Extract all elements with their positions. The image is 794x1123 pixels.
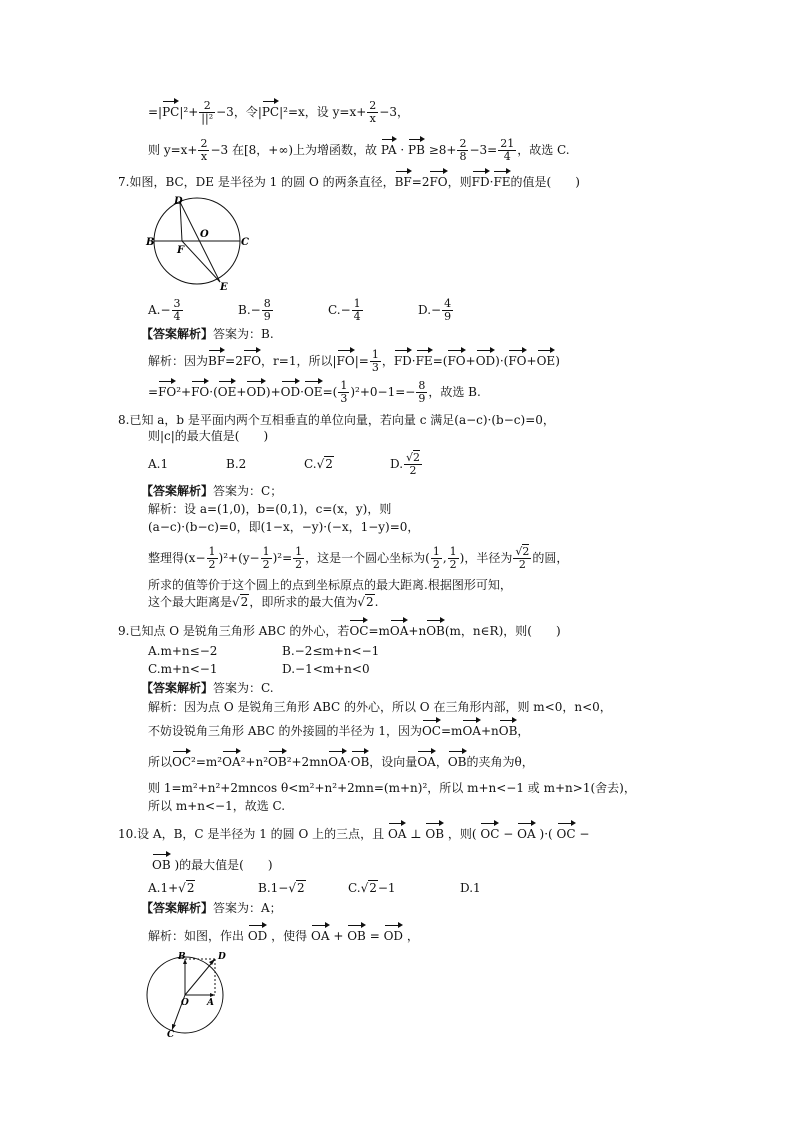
option-b: B.2 xyxy=(226,457,247,471)
vector-fo: FO xyxy=(429,168,447,188)
label-f: F xyxy=(177,245,185,256)
fraction: $\frac{2}{x}$ xyxy=(200,137,208,163)
fraction: $\frac{2}{x}$ xyxy=(369,99,377,125)
q8-solution-1: 解析：设 a=(1,0)，b=(0,1)，c=(x，y)，则 xyxy=(148,502,392,516)
q9-solution-5: 所以 m+n<−1，故选 C. xyxy=(148,799,286,813)
vector-pc: PC xyxy=(162,98,179,118)
q9-options-row-2 xyxy=(148,661,370,677)
option-a: A.1 xyxy=(148,457,169,471)
vector-fe: FE xyxy=(493,168,510,188)
q10-stem-1: 10.设 A，B，C 是半径为 1 的圆 O 上的三点，且 OA ⊥ OB ，则( OC − OA )·( OC − xyxy=(118,820,589,842)
option-a: A.m+n≤−2 xyxy=(148,644,218,658)
q9-solution-4: 则 1=m²+n²+2mncos θ<m²+n²+2mn=(m+n)²，所以 m+n<−1 或 m+n>1(舍去)， xyxy=(148,781,636,795)
option-d: D.−1<m+n<0 xyxy=(282,662,370,676)
q9-solution-2: 不妨设锐角三角形 ABC 的外接圆的半径为 1，因为OC=mOA+nOB， xyxy=(148,717,529,739)
q10-circle-figure xyxy=(145,947,235,1039)
option-b: B.−2≤m+n<−1 xyxy=(282,644,380,658)
option-b: B.− $\frac{8}{9}$ xyxy=(238,297,271,323)
option-b: B.1−√2 xyxy=(258,881,305,895)
q7-solution-2: =FO²+FO·(OE+OD)+OD·OE=( $\frac{1}{3}$ )²+0−1=− $\frac{8}{9}$ ，故选 B. xyxy=(148,379,481,405)
q8-solution-5: 这个最大距离是√2，即所求的最大值为√2. xyxy=(148,595,379,609)
label-b: B xyxy=(146,237,155,248)
label-a: A xyxy=(207,998,214,1008)
option-a: A.1+√2 xyxy=(148,881,195,895)
option-d: D.− $\frac{4}{9}$ xyxy=(418,297,452,323)
q8-solution-3: 整理得(x− $\frac{1}{2}$ )²+(y− $\frac{1}{2}$ )²= $\frac{1}{2}$ ，这是一个圆心坐标为( $\frac{1}{2}$ , $\frac{1}{2}$ )，半径为 $\frac{√2}{2}$ 的圆， xyxy=(148,545,569,571)
q8-solution-4: 所求的值等价于这个圆上的点到坐标原点的最大距离.根据图形可知， xyxy=(148,578,512,592)
q10-stem-2: OB )的最大值是( ) xyxy=(152,851,273,873)
option-d: D.1 xyxy=(460,881,481,895)
q8-stem-2: 则|c|的最大值是( ) xyxy=(148,429,269,443)
fraction: 2 ||² xyxy=(201,99,214,125)
option-a: A.− $\frac{3}{4}$ xyxy=(148,297,181,323)
q8-stem-1: 8.已知 a，b 是平面内两个互相垂直的单位向量，若向量 c 满足(a−c)·(b−c)=0， xyxy=(118,413,555,427)
label-o: O xyxy=(181,998,189,1008)
fraction: $\frac{21}{4}$ xyxy=(500,137,515,163)
q8-answer: 【答案解析】答案为：C； xyxy=(141,484,283,498)
q10-solution-1: 解析：如图，作出 OD ，使得 OA + OB = OD ， xyxy=(148,922,419,944)
option-c: C.m+n<−1 xyxy=(148,662,218,676)
vector-bf: BF xyxy=(395,168,412,188)
option-c: C.√2 xyxy=(304,457,333,471)
top-line-2: 则 y=x+ $\frac{2}{x}$ −3 在[8，+∞)上为增函数，故 PA · PB ≥8+ $\frac{2}{8}$ −3= $\frac{21}{4}$ ，故选 C. xyxy=(148,137,570,163)
vector-pc: PC xyxy=(262,98,279,118)
label-c: C xyxy=(241,237,249,248)
segment-od xyxy=(185,959,215,995)
arrow-a-icon xyxy=(210,993,215,997)
label-d: D xyxy=(174,196,183,207)
vector-fd: FD xyxy=(472,168,490,188)
q9-solution-3: 所以OC²=m²OA²+n²OB²+2mnOA·OB，设向量OA，OB的夹角为θ， xyxy=(148,748,534,770)
q7-circle-figure xyxy=(145,193,255,293)
q9-answer: 【答案解析】答案为：C. xyxy=(141,681,274,695)
q7-solution-1: 解析：因为BF=2FO，r=1，所以|FO|= $\frac{1}{3}$ ，FD·FE=(FO+OD)·(FO+OE) xyxy=(148,348,560,374)
q7-answer: 【答案解析】答案为：B. xyxy=(141,327,274,341)
vector-pb: PB xyxy=(408,136,425,156)
label-o: O xyxy=(200,229,209,240)
label-c: C xyxy=(167,1030,175,1039)
vector-pa: PA xyxy=(381,136,397,156)
option-c: C.− $\frac{1}{4}$ xyxy=(328,297,361,323)
q8-solution-2: (a−c)·(b−c)=0，即(1−x，−y)·(−x，1−y)=0， xyxy=(148,520,420,534)
q7-stem: 7.如图，BC，DE 是半径为 1 的圆 O 的两条直径，BF=2FO，则FD·FE的值是( ) xyxy=(118,168,580,190)
label-d: D xyxy=(218,952,226,962)
q9-options-row-1 xyxy=(148,643,379,659)
q7-options xyxy=(148,298,454,323)
q9-solution-1: 解析：因为点 O 是锐角三角形 ABC 的外心，所以 O 在三角形内部，则 m<0，n<0， xyxy=(148,700,612,714)
label-b: B xyxy=(178,952,186,962)
arrow-d-icon xyxy=(209,959,215,965)
q10-options xyxy=(148,880,481,896)
option-d: D. $\frac{√2}{2}$ xyxy=(390,451,421,477)
label-e: E xyxy=(220,282,228,293)
segment-fd xyxy=(180,202,182,241)
diameter-de xyxy=(180,202,220,282)
option-c: C.√2−1 xyxy=(348,881,396,895)
segment-fe xyxy=(182,241,220,282)
q9-stem: 9.已知点 O 是锐角三角形 ABC 的外心，若OC=mOA+nOB(m，n∈R)，则( ) xyxy=(118,617,561,639)
fraction: $\frac{2}{8}$ xyxy=(459,137,467,163)
q10-answer: 【答案解析】答案为：A； xyxy=(141,901,282,915)
q8-options xyxy=(148,452,423,477)
top-line-1: =|PC|²+ 2 ||² −3，令|PC|²=x，设 y=x+ $\frac{2}{x}$ −3， xyxy=(148,99,409,125)
